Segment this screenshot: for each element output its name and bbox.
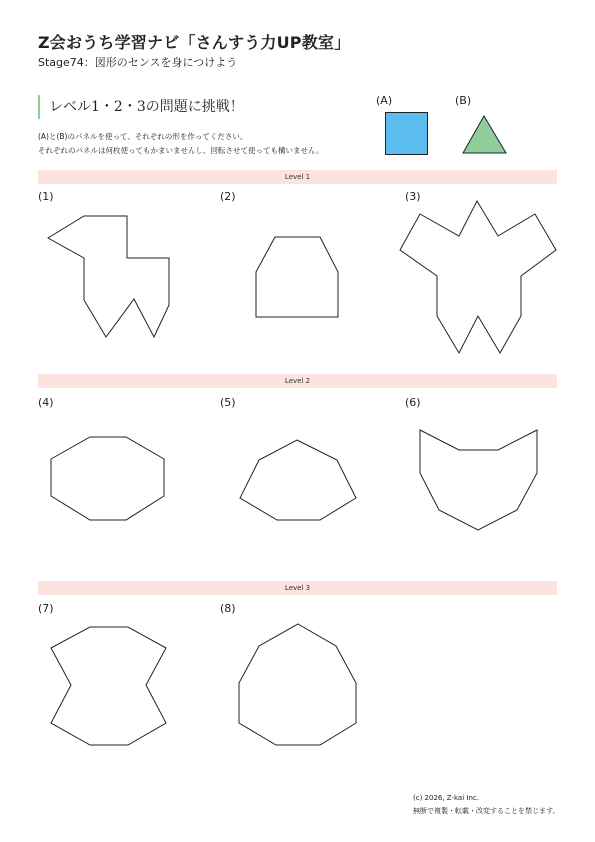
problem-5-number: (5) bbox=[220, 396, 236, 409]
panel-a-label: (A) bbox=[376, 94, 393, 107]
panel-b-label: (B) bbox=[455, 94, 472, 107]
copy-notice: 無断で複製・転載・改変することを禁じます。 bbox=[413, 807, 560, 815]
instruction-line-1: (A)と(B)のパネルを使って、それぞれの形を作ってください。 bbox=[38, 132, 248, 141]
problem-7-number: (7) bbox=[38, 602, 54, 615]
page-title: Z会おうち学習ナビ「さんすう力UP教室」 bbox=[38, 33, 351, 52]
copyright: (c) 2026, Z-kai Inc. bbox=[413, 794, 479, 802]
level-3-band: Level 3 bbox=[38, 581, 557, 595]
problem-3-number: (3) bbox=[405, 190, 421, 203]
problem-4-number: (4) bbox=[38, 396, 54, 409]
level-2-band: Level 2 bbox=[38, 374, 557, 388]
problem-1-number: (1) bbox=[38, 190, 54, 203]
level-1-band: Level 1 bbox=[38, 170, 557, 184]
instruction-line-2: それぞれのパネルは何枚使ってもかまいませんし、回転させて使っても構いません。 bbox=[38, 146, 324, 155]
problem-2-number: (2) bbox=[220, 190, 236, 203]
problem-6-number: (6) bbox=[405, 396, 421, 409]
problem-8-number: (8) bbox=[220, 602, 236, 615]
page-subtitle: Stage74：図形のセンスを身につけよう bbox=[38, 56, 238, 69]
challenge-heading: レベル1・2・3の問題に挑戦！ bbox=[38, 95, 244, 119]
